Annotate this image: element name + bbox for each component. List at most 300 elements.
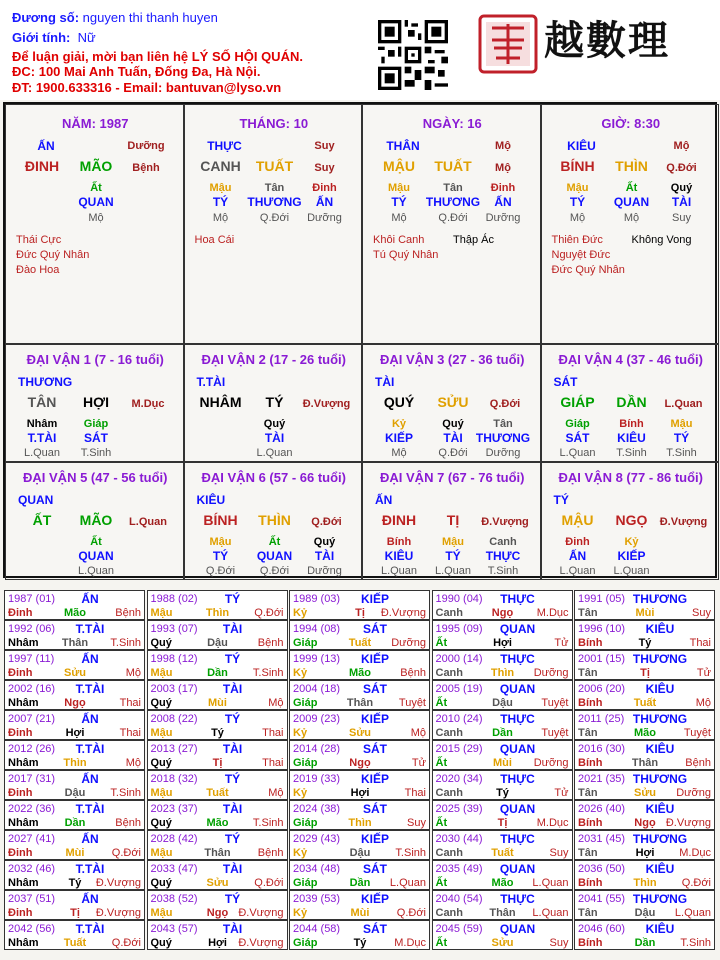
year-chi: Dần bbox=[349, 877, 371, 889]
year-star: THƯƠNG bbox=[632, 892, 688, 906]
year-cell[interactable] bbox=[432, 890, 573, 920]
year-label: 1992 (06) bbox=[8, 623, 56, 635]
year-label: 1993 (07) bbox=[150, 623, 198, 635]
year-can: Nhâm bbox=[8, 757, 39, 769]
year-state: Q.Đới bbox=[396, 907, 426, 919]
year-cell[interactable] bbox=[147, 740, 288, 770]
year-state: L.Quan bbox=[532, 907, 569, 919]
year-cell[interactable] bbox=[289, 680, 430, 710]
pillar-note-right: Không Vong bbox=[631, 234, 692, 246]
hidden-state: Mộ bbox=[88, 212, 104, 224]
year-chi: Mão bbox=[64, 607, 86, 619]
year-cell[interactable] bbox=[574, 890, 715, 920]
year-chi: Sửu bbox=[63, 667, 87, 679]
hidden-star: TÀI bbox=[443, 431, 463, 445]
year-star: TÀI bbox=[222, 682, 243, 696]
dai-van-title: ĐẠI VẬN 3 (27 - 36 tuổi) bbox=[380, 352, 525, 367]
seal-icon bbox=[478, 14, 538, 74]
hidden-can: Mậu bbox=[670, 418, 693, 430]
dai-van-cell bbox=[5, 344, 184, 462]
dai-van-chi: DẦN bbox=[616, 394, 647, 410]
year-star: TÝ bbox=[224, 772, 241, 786]
hidden-star: TÀI bbox=[671, 195, 692, 209]
year-cell[interactable] bbox=[432, 860, 573, 890]
year-label: 2028 (42) bbox=[150, 833, 198, 845]
pillar-top-state: Mộ bbox=[673, 140, 690, 152]
year-cell[interactable] bbox=[4, 650, 145, 680]
year-label: 2017 (31) bbox=[8, 773, 56, 785]
year-state: L.Quan bbox=[674, 907, 711, 919]
year-can: Kỷ bbox=[293, 787, 308, 799]
header bbox=[0, 0, 720, 100]
hidden-state: Suy bbox=[672, 212, 691, 224]
year-cell[interactable] bbox=[4, 830, 145, 860]
year-state: Bệnh bbox=[400, 667, 426, 679]
brand-logo bbox=[478, 10, 718, 80]
year-cell[interactable] bbox=[574, 710, 715, 740]
year-star: T.TÀI bbox=[75, 622, 105, 636]
year-state: Mộ bbox=[268, 787, 284, 799]
year-cell[interactable] bbox=[4, 860, 145, 890]
year-chi: Mùi bbox=[65, 847, 85, 859]
year-cell[interactable] bbox=[4, 740, 145, 770]
year-cell[interactable] bbox=[289, 830, 430, 860]
year-cell[interactable] bbox=[432, 920, 573, 950]
pillar-top-star: ẤN bbox=[37, 139, 55, 153]
gender-line: Giới tính: Nữ bbox=[12, 30, 96, 45]
year-cell[interactable] bbox=[289, 710, 430, 740]
year-star: KIÊU bbox=[645, 922, 675, 936]
year-cell[interactable] bbox=[4, 770, 145, 800]
hidden-can: Canh bbox=[489, 536, 517, 548]
year-label: 2009 (23) bbox=[293, 713, 341, 725]
year-cell[interactable] bbox=[289, 800, 430, 830]
year-label: 2004 (18) bbox=[293, 683, 341, 695]
pillar-note-right: Thập Ác bbox=[453, 234, 494, 246]
hidden-can: Quý bbox=[670, 182, 693, 194]
year-label: 2035 (49) bbox=[435, 863, 483, 875]
pillar-chi-state: Suy bbox=[314, 162, 335, 174]
dai-van-title: ĐẠI VẬN 8 (77 - 86 tuổi) bbox=[558, 470, 703, 485]
year-state: Q.Đới bbox=[254, 877, 284, 889]
year-cell[interactable] bbox=[432, 710, 573, 740]
dai-van-cell bbox=[184, 344, 363, 462]
year-star: KIẾP bbox=[360, 892, 390, 906]
hidden-star: KIÊU bbox=[384, 549, 414, 563]
dai-van-cell bbox=[5, 462, 184, 580]
hidden-can: Mậu bbox=[442, 536, 464, 548]
year-chi: Dậu bbox=[492, 697, 513, 709]
hidden-star: TÝ bbox=[212, 549, 229, 563]
hidden-star: QUAN bbox=[613, 195, 650, 209]
year-cell[interactable] bbox=[574, 680, 715, 710]
year-cell[interactable] bbox=[147, 590, 288, 620]
year-cell[interactable] bbox=[4, 590, 145, 620]
year-chi: Dậu bbox=[207, 637, 228, 649]
year-label: 2023 (37) bbox=[150, 803, 198, 815]
year-can: Giáp bbox=[293, 877, 318, 889]
year-cell[interactable] bbox=[147, 770, 288, 800]
year-cell[interactable] bbox=[574, 830, 715, 860]
year-cell[interactable] bbox=[4, 890, 145, 920]
hidden-state: L.Quan bbox=[23, 447, 61, 459]
hidden-state: L.Quan bbox=[434, 565, 472, 577]
hidden-can: Tân bbox=[443, 182, 463, 194]
year-state: T.Sinh bbox=[395, 847, 426, 859]
year-cell[interactable] bbox=[289, 770, 430, 800]
year-cell[interactable] bbox=[4, 620, 145, 650]
year-label: 2045 (59) bbox=[435, 923, 483, 935]
year-can: Bính bbox=[578, 757, 603, 769]
pillar-can: ĐINH bbox=[24, 158, 60, 174]
year-can: Tân bbox=[578, 907, 598, 919]
year-state: Đ.Vượng bbox=[95, 907, 141, 919]
year-label: 2031 (45) bbox=[578, 833, 626, 845]
phone-email-line: ĐT: 1900.633316 - Email: bantuvan@lyso.vn bbox=[12, 80, 282, 95]
hidden-star: TÝ bbox=[391, 195, 407, 209]
year-label: 2044 (58) bbox=[293, 923, 341, 935]
year-star: KIẾP bbox=[360, 832, 390, 846]
year-chi: Mão bbox=[634, 727, 656, 739]
pillar-chi: MÃO bbox=[79, 158, 113, 174]
year-can: Mậu bbox=[150, 667, 173, 679]
hidden-state: Dưỡng bbox=[307, 212, 342, 224]
dai-van-chi: THÌN bbox=[258, 512, 291, 528]
year-star: ẤN bbox=[81, 772, 99, 786]
year-star: T.TÀI bbox=[75, 922, 105, 936]
pillar-note: Nguyệt Đức bbox=[551, 249, 611, 261]
year-chi: Thân bbox=[204, 847, 231, 859]
year-chi: Hợi bbox=[493, 637, 512, 649]
dai-van-can: ẤT bbox=[32, 512, 52, 528]
year-state: Thai bbox=[119, 727, 141, 739]
year-label: 1988 (02) bbox=[150, 593, 198, 605]
year-can: Giáp bbox=[293, 937, 318, 949]
year-star: THƯƠNG bbox=[632, 832, 688, 846]
year-cell[interactable] bbox=[432, 680, 573, 710]
year-state: Dưỡng bbox=[533, 757, 569, 769]
year-state: Q.Đới bbox=[111, 937, 141, 949]
hidden-can: Mậu bbox=[388, 182, 410, 194]
hidden-star: SÁT bbox=[84, 431, 108, 445]
year-can: Quý bbox=[150, 817, 172, 829]
year-can: Đinh bbox=[8, 907, 33, 919]
hidden-can: Giáp bbox=[83, 418, 109, 430]
pillar-title: NGÀY: 16 bbox=[422, 116, 482, 131]
hidden-state: Q.Đới bbox=[259, 565, 290, 577]
dai-van-can: GIÁP bbox=[560, 394, 595, 410]
year-can: Mậu bbox=[150, 727, 173, 739]
year-label: 2042 (56) bbox=[8, 923, 56, 935]
pillar-note: Hoa Cái bbox=[194, 234, 235, 246]
year-chi: Dần bbox=[207, 667, 228, 679]
hidden-can: Mậu bbox=[566, 182, 589, 194]
pillar-chi: TUẤT bbox=[434, 158, 472, 174]
year-cell[interactable] bbox=[147, 710, 288, 740]
year-cell[interactable] bbox=[574, 860, 715, 890]
year-label: 2007 (21) bbox=[8, 713, 56, 725]
hidden-can: Tân bbox=[264, 182, 285, 194]
year-can: Đinh bbox=[8, 727, 33, 739]
year-label: 1999 (13) bbox=[293, 653, 341, 665]
year-chi: Hợi bbox=[350, 787, 370, 799]
year-state: M.Dục bbox=[536, 607, 569, 619]
year-can: Giáp bbox=[293, 637, 318, 649]
hidden-can: Đinh bbox=[490, 182, 516, 194]
year-cell[interactable] bbox=[574, 800, 715, 830]
year-cell[interactable] bbox=[4, 680, 145, 710]
hidden-can: Nhâm bbox=[26, 418, 58, 430]
year-can: Đinh bbox=[8, 847, 33, 859]
year-star: QUAN bbox=[499, 922, 536, 936]
year-state: Bệnh bbox=[115, 817, 141, 829]
year-star: T.TÀI bbox=[75, 682, 105, 696]
year-state: Q.Đới bbox=[254, 607, 284, 619]
year-state: Tử bbox=[411, 757, 426, 769]
hidden-can: Đinh bbox=[312, 182, 337, 194]
hidden-state: L.Quan bbox=[559, 565, 596, 577]
hidden-can: Kỷ bbox=[391, 418, 407, 430]
year-star: QUAN bbox=[499, 742, 536, 756]
year-cell[interactable] bbox=[4, 920, 145, 950]
hidden-can: Ất bbox=[90, 536, 102, 548]
year-state: T.Sinh bbox=[110, 637, 141, 649]
year-chi: Tị bbox=[497, 817, 508, 829]
year-star: TÀI bbox=[222, 622, 243, 636]
year-chi: Ngọ bbox=[634, 817, 656, 829]
year-cell[interactable] bbox=[147, 890, 288, 920]
year-cell[interactable] bbox=[147, 650, 288, 680]
year-cell[interactable] bbox=[574, 920, 715, 950]
year-can: Canh bbox=[435, 667, 463, 679]
pillar-note: Tú Quý Nhân bbox=[373, 249, 439, 261]
year-star: QUAN bbox=[499, 622, 536, 636]
year-label: 2032 (46) bbox=[8, 863, 56, 875]
hidden-star: KIẾP bbox=[384, 431, 414, 445]
hidden-state: Dưỡng bbox=[307, 565, 342, 577]
year-cell[interactable] bbox=[432, 800, 573, 830]
year-can: Canh bbox=[435, 907, 463, 919]
hidden-star: SÁT bbox=[565, 431, 590, 445]
dai-van-state: Q.Đới bbox=[311, 516, 342, 528]
year-can: Quý bbox=[150, 937, 172, 949]
year-cell[interactable] bbox=[432, 770, 573, 800]
dai-van-star: KIÊU bbox=[196, 493, 226, 507]
year-cell[interactable] bbox=[4, 800, 145, 830]
year-star: QUAN bbox=[499, 682, 536, 696]
dai-van-cell bbox=[362, 462, 541, 580]
year-can: Ất bbox=[435, 697, 448, 709]
year-state: Thai bbox=[119, 697, 141, 709]
year-label: 2006 (20) bbox=[578, 683, 626, 695]
hidden-star: QUAN bbox=[78, 549, 114, 563]
pillar-note: Đào Hoa bbox=[16, 264, 60, 276]
pillar-top-state: Mộ bbox=[495, 140, 511, 152]
year-chi: Sửu bbox=[206, 877, 229, 889]
year-star: TÀI bbox=[222, 802, 243, 816]
pillar-can: BÍNH bbox=[560, 158, 595, 174]
year-cell[interactable] bbox=[4, 710, 145, 740]
dai-van-star: THƯƠNG bbox=[18, 375, 73, 389]
year-state: Tuyệt bbox=[541, 727, 569, 739]
year-label: 1996 (10) bbox=[578, 623, 626, 635]
hidden-state: Mộ bbox=[212, 212, 229, 224]
dai-van-cell bbox=[541, 344, 720, 462]
year-cell[interactable] bbox=[147, 620, 288, 650]
pillar-top-state: Dưỡng bbox=[127, 140, 165, 152]
year-label: 1991 (05) bbox=[578, 593, 626, 605]
year-chi: Dần bbox=[64, 817, 86, 829]
hidden-can: Quý bbox=[263, 418, 286, 430]
year-cell[interactable] bbox=[432, 620, 573, 650]
year-star: SÁT bbox=[363, 682, 387, 696]
pillar-title: GIỜ: 8:30 bbox=[601, 116, 661, 131]
hidden-state: T.Sinh bbox=[80, 447, 112, 459]
dai-van-cell bbox=[184, 462, 363, 580]
hidden-state: L.Quan bbox=[380, 565, 418, 577]
year-label: 2024 (38) bbox=[293, 803, 341, 815]
year-cell[interactable] bbox=[289, 740, 430, 770]
year-state: Thai bbox=[262, 727, 284, 739]
hidden-star: ẤN bbox=[494, 195, 512, 209]
hidden-state: L.Quan bbox=[77, 565, 115, 577]
hidden-can: Bính bbox=[386, 536, 412, 548]
year-can: Quý bbox=[150, 757, 172, 769]
year-cell[interactable] bbox=[147, 830, 288, 860]
hidden-can: Kỷ bbox=[624, 536, 639, 548]
year-label: 2034 (48) bbox=[293, 863, 341, 875]
year-cell[interactable] bbox=[574, 650, 715, 680]
year-chi: Dậu bbox=[634, 907, 656, 919]
year-star: ẤN bbox=[81, 592, 99, 606]
dai-van-star: QUAN bbox=[18, 493, 54, 507]
year-can: Canh bbox=[435, 607, 463, 619]
year-state: Tử bbox=[554, 637, 569, 649]
year-cell[interactable] bbox=[432, 830, 573, 860]
year-star: SÁT bbox=[363, 862, 387, 876]
year-state: M.Dục bbox=[536, 817, 569, 829]
year-state: Mộ bbox=[695, 697, 711, 709]
year-star: KIẾP bbox=[360, 712, 390, 726]
year-label: 2040 (54) bbox=[435, 893, 483, 905]
year-star: TÀI bbox=[222, 742, 243, 756]
pillar-chi-state: Bệnh bbox=[132, 162, 160, 174]
year-cell[interactable] bbox=[432, 740, 573, 770]
year-can: Nhâm bbox=[8, 817, 39, 829]
year-star: ẤN bbox=[81, 652, 99, 666]
year-cell[interactable] bbox=[147, 680, 288, 710]
year-state: Suy bbox=[549, 847, 569, 859]
year-can: Nhâm bbox=[8, 877, 39, 889]
year-cell[interactable] bbox=[147, 920, 288, 950]
year-cell[interactable] bbox=[574, 770, 715, 800]
year-chi: Thìn bbox=[490, 667, 515, 679]
year-chi: Tuất bbox=[206, 787, 229, 799]
year-can: Ất bbox=[435, 937, 448, 949]
year-chi: Tị bbox=[355, 607, 365, 619]
year-chi: Hợi bbox=[65, 727, 85, 739]
pillar-note: Đức Quý Nhân bbox=[16, 249, 90, 261]
year-cell[interactable] bbox=[432, 590, 573, 620]
hidden-state: Q.Đới bbox=[259, 212, 290, 224]
year-cell[interactable] bbox=[289, 890, 430, 920]
hidden-state: L.Quan bbox=[613, 565, 650, 577]
hidden-can: Giáp bbox=[565, 418, 590, 430]
year-can: Giáp bbox=[293, 757, 318, 769]
year-cell[interactable] bbox=[289, 860, 430, 890]
year-can: Đinh bbox=[8, 667, 33, 679]
hidden-can: Quý bbox=[313, 536, 336, 548]
year-chi: Ngọ bbox=[206, 907, 229, 919]
year-can: Đinh bbox=[8, 607, 33, 619]
hidden-state: L.Quan bbox=[559, 447, 596, 459]
year-chi: Dần bbox=[492, 727, 513, 739]
year-state: Mộ bbox=[268, 697, 284, 709]
pillar-chi: THÌN bbox=[615, 158, 648, 174]
year-star: KIÊU bbox=[645, 862, 675, 876]
year-cell[interactable] bbox=[289, 620, 430, 650]
year-label: 1989 (03) bbox=[293, 593, 341, 605]
year-state: Đ.Vượng bbox=[238, 907, 284, 919]
year-cell[interactable] bbox=[574, 740, 715, 770]
year-cell[interactable] bbox=[147, 800, 288, 830]
year-chi: Sửu bbox=[491, 937, 514, 949]
year-cell[interactable] bbox=[289, 920, 430, 950]
year-can: Nhâm bbox=[8, 697, 39, 709]
pillar-cell bbox=[5, 104, 184, 344]
year-label: 2002 (16) bbox=[8, 683, 56, 695]
year-chi: Thân bbox=[489, 907, 516, 919]
hidden-star: THƯƠNG bbox=[425, 195, 481, 209]
year-state: T.Sinh bbox=[252, 667, 284, 679]
year-chi: Tuất bbox=[63, 937, 87, 949]
year-can: Tân bbox=[578, 667, 598, 679]
year-cell[interactable] bbox=[574, 590, 715, 620]
year-chi: Sửu bbox=[633, 787, 657, 799]
dai-van-state: Đ.Vượng bbox=[659, 516, 708, 528]
year-cell[interactable] bbox=[147, 860, 288, 890]
year-can: Kỷ bbox=[293, 847, 308, 859]
hidden-state: T.Sinh bbox=[487, 565, 519, 577]
year-label: 2010 (24) bbox=[435, 713, 483, 725]
year-can: Tân bbox=[578, 787, 598, 799]
year-can: Ất bbox=[435, 637, 448, 649]
hidden-star: QUAN bbox=[256, 549, 293, 563]
year-chi: Ngọ bbox=[349, 757, 371, 769]
year-star: TÀI bbox=[222, 862, 243, 876]
year-state: M.Dục bbox=[679, 847, 711, 859]
year-cell[interactable] bbox=[289, 650, 430, 680]
year-state: Đ.Vượng bbox=[238, 937, 284, 949]
logo-text: 越數理 bbox=[544, 17, 670, 64]
year-can: Bính bbox=[578, 697, 603, 709]
year-can: Mậu bbox=[150, 847, 173, 859]
pillar-can: CANH bbox=[200, 158, 241, 174]
year-chi: Mão bbox=[491, 877, 514, 889]
dai-van-chi: SỬU bbox=[437, 394, 469, 410]
dai-van-state: M.Dục bbox=[131, 398, 165, 410]
year-cell[interactable] bbox=[574, 620, 715, 650]
year-can: Quý bbox=[150, 877, 172, 889]
pillar-chi: TUẤT bbox=[255, 158, 294, 174]
pillar-top-star: THÂN bbox=[386, 139, 420, 153]
year-cell[interactable] bbox=[289, 590, 430, 620]
year-cell[interactable] bbox=[432, 650, 573, 680]
pillar-note: Thiên Đức bbox=[551, 234, 603, 246]
year-state: M.Dục bbox=[394, 937, 426, 949]
pillar-title: NĂM: 1987 bbox=[62, 116, 129, 131]
dai-van-chi: TỊ bbox=[446, 512, 460, 528]
